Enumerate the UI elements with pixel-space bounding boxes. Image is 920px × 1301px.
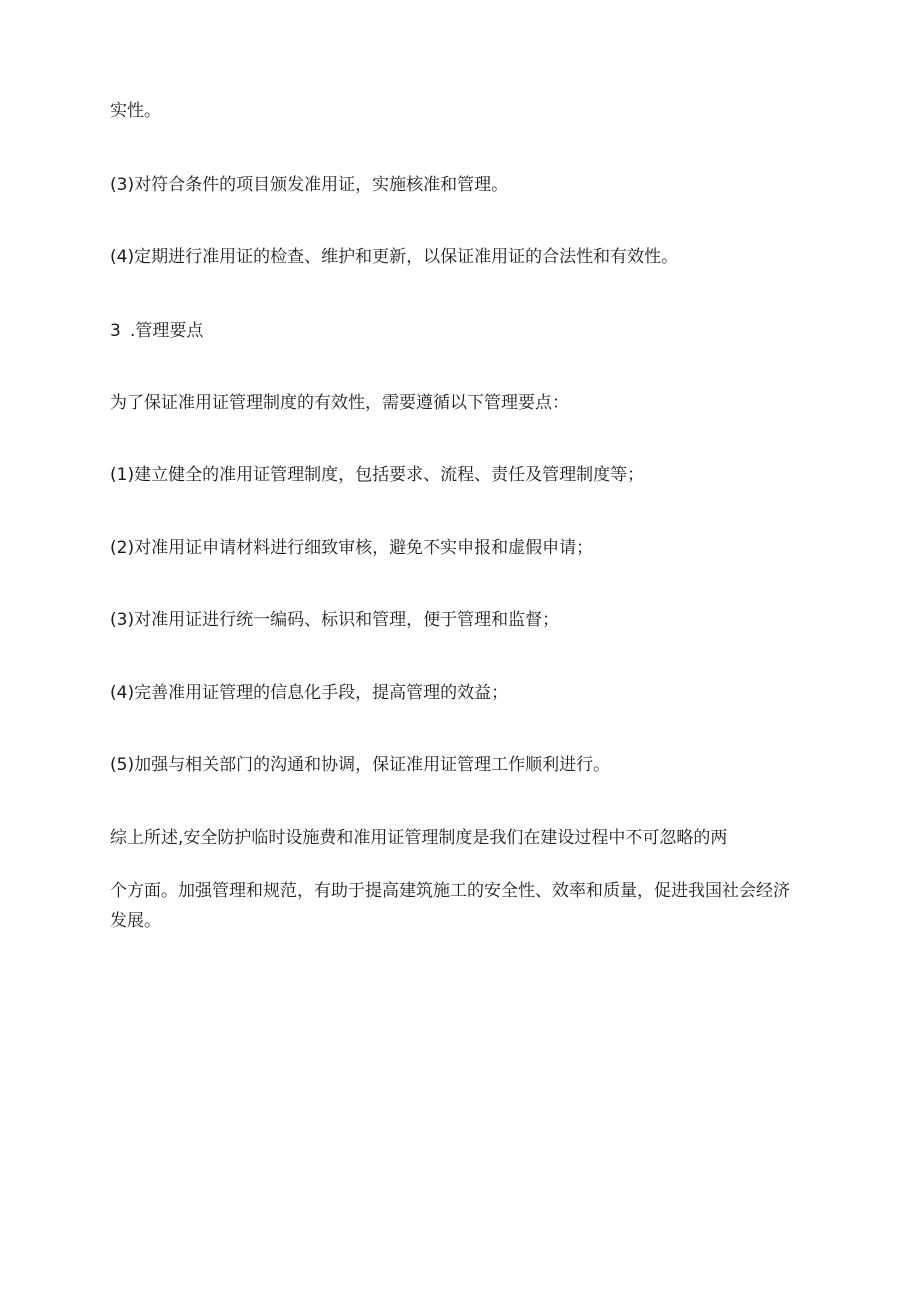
list-item: (2)对准用证申请材料进行细致审核，避免不实申报和虚假申请； [110,538,594,558]
section-intro: 为了保证准用证管理制度的有效性，需要遵循以下管理要点： [110,393,569,413]
conclusion-line: 发展。 [110,911,161,931]
conclusion-line: 个方面。加强管理和规范，有助于提高建筑施工的安全性、效率和质量，促进我国社会经济 [110,881,790,901]
list-item: (4)完善准用证管理的信息化手段，提高管理的效益； [110,683,509,703]
list-item: (3)对准用证进行统一编码、标识和管理，便于管理和监督； [110,610,560,630]
paragraph: 实性。 [110,101,161,121]
list-item: (5)加强与相关部门的沟通和协调，保证准用证管理工作顺利进行。 [110,755,611,775]
paragraph: (4)定期进行准用证的检查、维护和更新，以保证准用证的合法性和有效性。 [110,247,679,267]
section-title: .管理要点 [130,321,204,341]
list-item: (1)建立健全的准用证管理制度，包括要求、流程、责任及管理制度等； [110,465,645,485]
paragraph: (3)对符合条件的项目颁发准用证，实施核准和管理。 [110,175,509,195]
section-number: 3 [110,321,121,341]
section-heading [110,320,203,342]
conclusion-line: 综上所述,安全防护临时设施费和准用证管理制度是我们在建设过程中不可忽略的两 [110,828,728,848]
